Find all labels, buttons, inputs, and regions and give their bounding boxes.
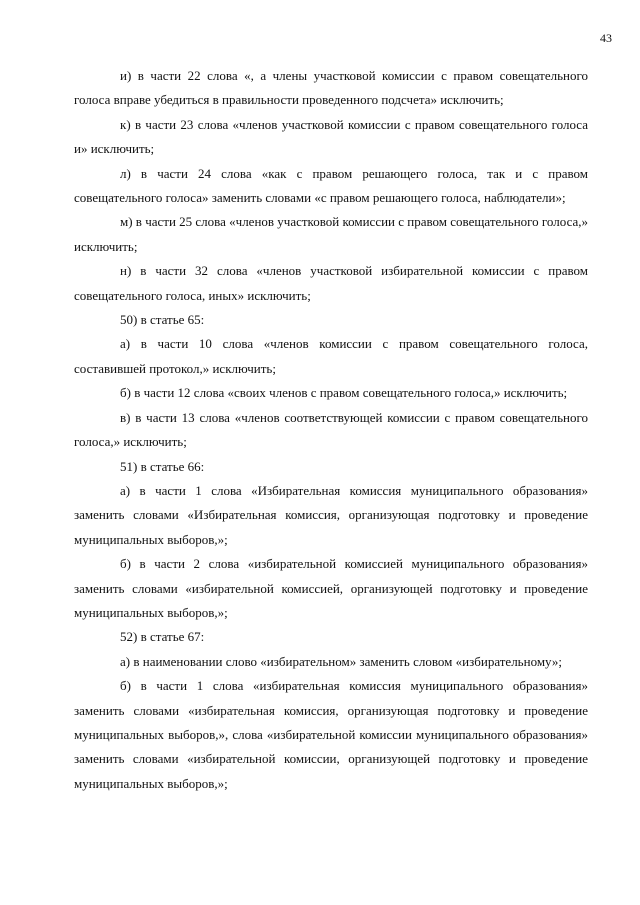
paragraph-item-m: м) в части 25 слова «членов участковой комиссии с правом совещательного голоса,» исключить; bbox=[74, 214, 589, 254]
paragraph-point-51-a: а) в части 1 слова «Избирательная комиссия муниципального образования» заменить словами «Избирательная комиссия, организующая подготовку и проведение муниципальных выборов,»; bbox=[74, 482, 588, 547]
paragraph-point-52: 52) в статье 67: bbox=[120, 629, 205, 645]
paragraph-point-50-a: а) в части 10 слова «членов комиссии с правом совещательного голоса, составившей протокол,» исключить; bbox=[74, 336, 588, 376]
paragraph-point-52-a: а) в наименовании слово «избирательном» заменить словом «избирательному»; bbox=[120, 653, 562, 669]
paragraph-point-52-b: б) в части 1 слова «избирательная комиссия муниципального образования» заменить словами «избирательная комиссия, организующая подготовку и проведение муниципальных выборов,», слова «избирательной комиссии муниципального образования» заменить словами «избирательной комиссии, организующей подготовку и проведение муниципальных выборов,»; bbox=[74, 678, 588, 791]
page-number: 43 bbox=[600, 31, 612, 45]
paragraph-point-51-b: б) в части 2 слова «избирательной комиссией муниципального образования» заменить словами «избирательной комиссией, организующей подготовку и проведение муниципальных выборов,»; bbox=[74, 556, 588, 620]
paragraph-point-50-v: в) в части 13 слова «членов соответствующей комиссии с правом совещательного голоса,» исключить; bbox=[74, 409, 588, 450]
paragraph-point-51: 51) в статье 66: bbox=[120, 458, 205, 474]
paragraph-point-50: 50) в статье 65: bbox=[120, 312, 205, 328]
paragraph-item-n: н) в части 32 слова «членов участковой избирательной комиссии с правом совещательного голоса, иных» исключить; bbox=[74, 263, 588, 303]
paragraph-point-50-b: б) в части 12 слова «своих членов с правом совещательного голоса,» исключить; bbox=[120, 385, 568, 401]
paragraph-item-i: и) в части 22 слова «, а члены участковой комиссии с правом совещательного голоса вправе убедиться в правильности проведенного подсчета» исключить; bbox=[74, 68, 588, 108]
paragraph-item-l: л) в части 24 слова «как с правом решающего голоса, так и с правом совещательного голоса» заменить словами «с правом решающего голоса, наблюдатели»; bbox=[74, 165, 588, 206]
document-body bbox=[74, 64, 588, 796]
paragraph-item-k: к) в части 23 слова «членов участковой комиссии с правом совещательного голоса и» исключить; bbox=[74, 116, 588, 157]
